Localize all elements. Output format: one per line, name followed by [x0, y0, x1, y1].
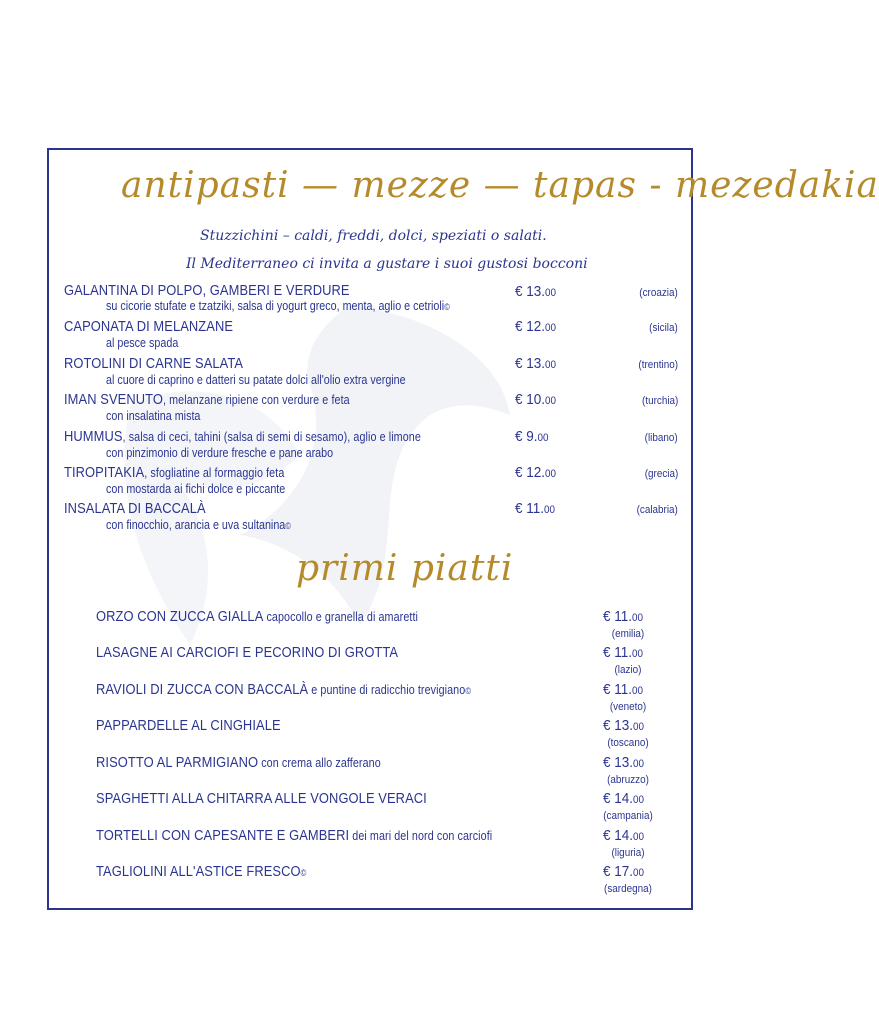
antipasti-item-price: € 11.00 — [515, 500, 556, 517]
antipasti-item-name: ROTOLINI DI CARNE SALATA — [64, 355, 244, 372]
primi-item-region: (liguria) — [611, 847, 645, 859]
antipasti-item-desc: con pinzimonio di verdure fresche e pane arabo — [106, 446, 334, 460]
antipasti-item-region: (libano) — [644, 432, 678, 444]
antipasti-item-desc: con mostarda ai fichi dolce e piccante — [106, 482, 286, 496]
primi-item-region: (campania) — [603, 810, 653, 822]
copyright-icon: © — [300, 868, 307, 878]
antipasti-item-desc: al pesce spada — [106, 336, 179, 350]
primi-item-name: SPAGHETTI ALLA CHITARRA ALLE VONGOLE VERACI — [96, 790, 427, 807]
antipasti-item-name: GALANTINA DI POLPO, GAMBERI E VERDURE — [64, 282, 350, 299]
primi-item-name: PAPPARDELLE AL CINGHIALE — [96, 717, 281, 734]
antipasti-item-price: € 13.00 — [515, 283, 557, 300]
primi-item-region: (sardegna) — [604, 883, 652, 895]
antipasti-item-price: € 9.00 — [515, 428, 549, 445]
antipasti-tagline-1: Stuzzichini – caldi, freddi, dolci, speziati o salati. — [200, 228, 547, 244]
primi-item-name: ORZO CON ZUCCA GIALLA capocollo e granella di amaretti — [96, 608, 419, 625]
antipasti-item-region: (calabria) — [636, 504, 678, 516]
primi-item-name: TAGLIOLINI ALL'ASTICE FRESCO© — [96, 863, 307, 880]
primi-item-region: (lazio) — [614, 664, 642, 676]
antipasti-item-name: IMAN SVENUTO, melanzane ripiene con verdure e feta — [64, 391, 350, 408]
primi-item-region: (veneto) — [609, 701, 647, 713]
antipasti-item-price: € 12.00 — [515, 464, 557, 481]
antipasti-item-region: (sicila) — [649, 322, 678, 334]
primi-item-price: € 14.00 — [603, 827, 645, 844]
primi-item-name: RISOTTO AL PARMIGIANO con crema allo zafferano — [96, 754, 381, 771]
primi-item-price: € 11.00 — [603, 681, 644, 698]
primi-item-name: LASAGNE AI CARCIOFI E PECORINO DI GROTTA — [96, 644, 399, 661]
primi-item-region: (emilia) — [611, 628, 645, 640]
primi-item-price: € 14.00 — [603, 790, 645, 807]
antipasti-item-region: (grecia) — [644, 468, 678, 480]
copyright-icon: © — [444, 302, 450, 312]
antipasti-item-name: CAPONATA DI MELANZANE — [64, 318, 234, 335]
antipasti-item-price: € 10.00 — [515, 391, 557, 408]
primi-item-name: RAVIOLI DI ZUCCA CON BACCALÀ e puntine di radicchio trevigiano© — [96, 681, 472, 698]
antipasti-item-price: € 13.00 — [515, 355, 557, 372]
primi-item-price: € 13.00 — [603, 717, 645, 734]
primi-item-name: TORTELLI CON CAPESANTE E GAMBERI dei mari del nord con carciofi — [96, 827, 493, 844]
antipasti-item-desc: al cuore di caprino e datteri su patate dolci all'olio extra vergine — [106, 373, 406, 387]
primi-title: primi piatti — [296, 548, 514, 589]
antipasti-item-desc: con finocchio, arancia e uva sultanina© — [106, 518, 291, 532]
primi-item-region: (abruzzo) — [607, 774, 649, 786]
copyright-icon: © — [285, 521, 291, 531]
primi-item-price: € 11.00 — [603, 644, 644, 661]
primi-item-region: (toscano) — [607, 737, 649, 749]
antipasti-item-desc: con insalatina mista — [106, 409, 201, 423]
primi-item-price: € 17.00 — [603, 863, 645, 880]
antipasti-item-name: TIROPITAKIA, sfogliatine al formaggio feta — [64, 464, 285, 481]
antipasti-tagline-2: Il Mediterraneo ci invita a gustare i suoi gustosi bocconi — [186, 256, 588, 272]
antipasti-item-name: HUMMUS, salsa di ceci, tahini (salsa di semi di sesamo), aglio e limone — [64, 428, 421, 445]
primi-item-price: € 13.00 — [603, 754, 645, 771]
antipasti-item-region: (turchia) — [641, 395, 678, 407]
antipasti-item-desc: su cicorie stufate e tzatziki, salsa di yogurt greco, menta, aglio e cetrioli© — [106, 299, 450, 313]
antipasti-item-price: € 12.00 — [515, 318, 557, 335]
antipasti-item-name: INSALATA DI BACCALÀ — [64, 500, 206, 517]
antipasti-item-region: (trentino) — [638, 359, 678, 371]
antipasti-item-region: (croazia) — [639, 287, 678, 299]
antipasti-title: antipasti — mezze — tapas - mezedakia — [121, 165, 879, 206]
copyright-icon: © — [465, 686, 472, 696]
primi-item-price: € 11.00 — [603, 608, 644, 625]
